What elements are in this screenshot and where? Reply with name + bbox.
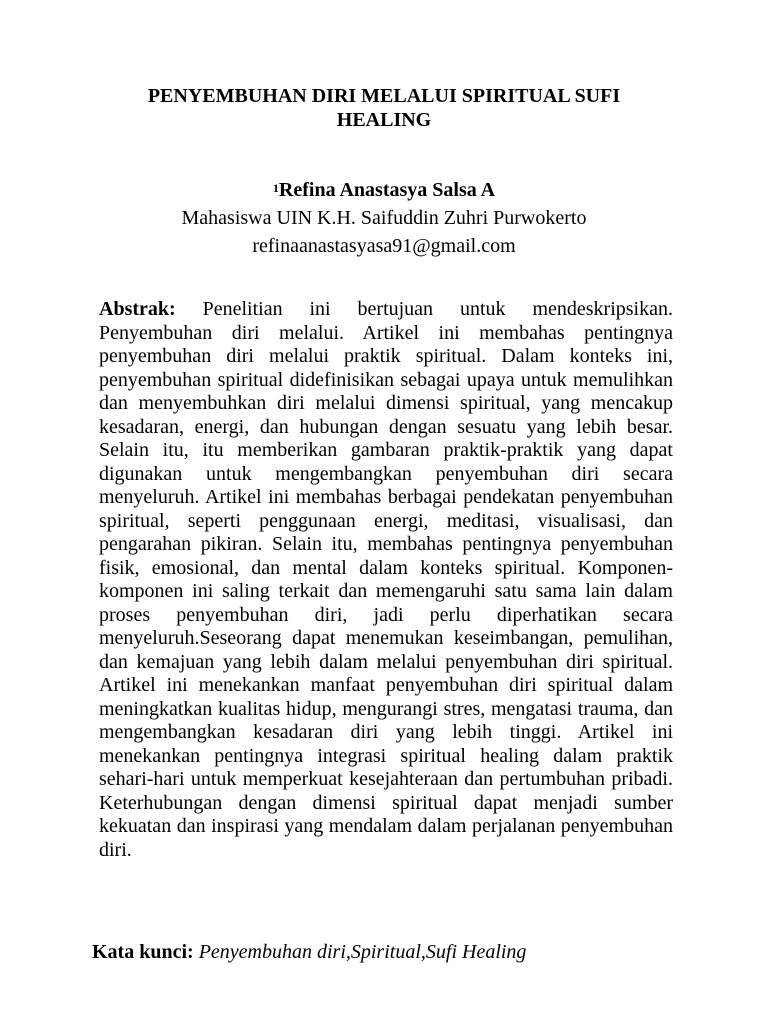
abstract-label: Abstrak: [99, 298, 176, 320]
author-affiliation: Mahasiswa UIN K.H. Saifuddin Zuhri Purwokerto [181, 207, 587, 229]
keywords-label: Kata kunci: [92, 941, 194, 963]
keywords-value: Penyembuhan diri,Spiritual,Sufi Healing [198, 941, 527, 963]
author-email: refinaanastasyasa91@gmail.com [252, 235, 516, 257]
keywords-line [92, 940, 692, 964]
title-line-2: HEALING [336, 109, 432, 131]
paper-title [90, 84, 678, 132]
abstract-paragraph [99, 298, 673, 862]
abstract-text: Penelitian ini bertujuan untuk mendeskripsikan. Penyembuhan diri melalui. Artikel ini membahas pentingnya penyembuhan diri melalui praktik spiritual. Dalam konteks ini, penyembuhan spiritual didefinisikan sebagai upaya untuk memulihkan dan menyembuhkan diri melalui dimensi spiritual, yang mencakup kesadaran, energi, dan hubungan dengan sesuatu yang lebih besar. Selain itu, itu memberikan gambaran praktik-praktik yang dapat digunakan untuk mengembangkan penyembuhan diri secara menyeluruh. Artikel ini membahas berbagai pendekatan penyembuhan spiritual, seperti penggunaan energi, meditasi, visualisasi, dan pengarahan pikiran. Selain itu, membahas pentingnya penyembuhan fisik, emosional, dan mental dalam konteks spiritual. Komponen-komponen ini saling terkait dan memengaruhi satu sama lain dalam proses penyembuhan diri, jadi perlu diperhatikan secara menyeluruh.Seseorang dapat menemukan keseimbangan, pemulihan, dan kemajuan yang lebih dalam melalui penyembuhan diri spiritual. Artikel ini menekankan manfaat penyembuhan diri spiritual dalam meningkatkan kualitas hidup, mengurangi stres, mengatasi trauma, dan mengembangkan kesadaran diri yang lebih tinggi. Artikel ini menekankan pentingnya integrasi spiritual healing dalam praktik sehari-hari untuk memperkuat kesejahteraan dan pertumbuhan pribadi. Keterhubungan dengan dimensi spiritual dapat menjadi sumber kekuatan dan inspirasi yang mendalam dalam perjalanan penyembuhan diri. [99, 298, 673, 861]
author-name: Refina Anastasya Salsa A [278, 179, 496, 201]
author-name-line [90, 176, 678, 204]
author-block [90, 176, 678, 260]
author-superscript: 1 [272, 181, 279, 195]
title-line-1: PENYEMBUHAN DIRI MELALUI SPIRITUAL SUFI [147, 85, 621, 107]
